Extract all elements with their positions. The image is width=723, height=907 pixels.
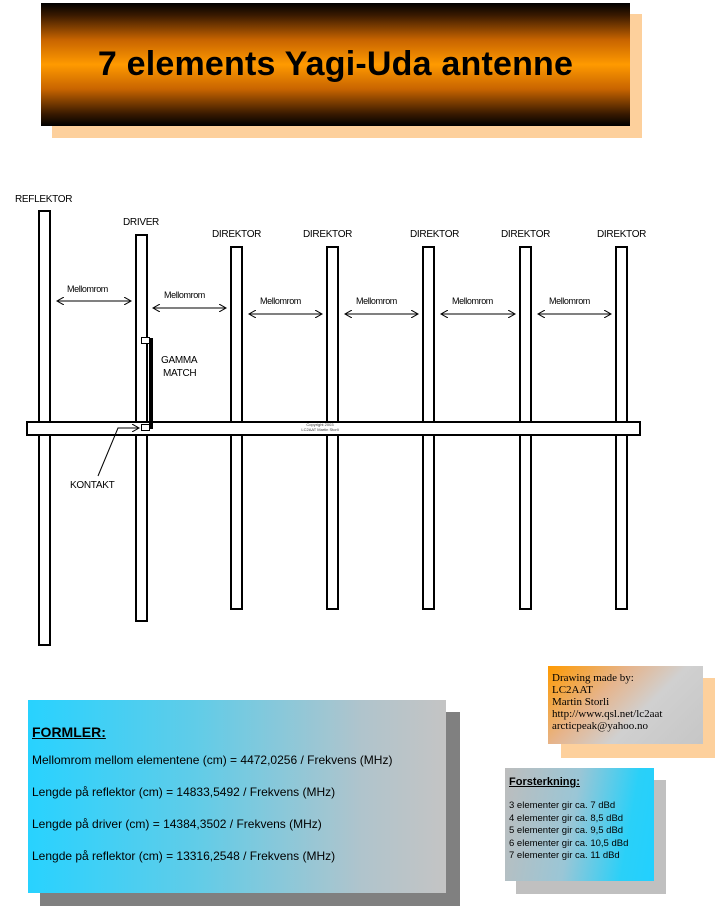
label-direktor-3: DIREKTOR (410, 229, 460, 240)
label-reflektor: REFLEKTOR (15, 194, 73, 205)
label-mellomrom-6: Mellomrom (549, 296, 590, 306)
credits-line-4: http://www.qsl.net/lc2aat (552, 708, 663, 720)
credits-line-1: Drawing made by: (552, 672, 634, 684)
arrow-kontakt (98, 428, 139, 476)
formula-line: Lengde på reflektor (cm) = 14833,5492 / Frekvens (MHz) (32, 785, 336, 799)
credits-box (548, 666, 703, 744)
label-mellomrom-1: Mellomrom (67, 284, 108, 294)
label-kontakt: KONTAKT (70, 480, 115, 491)
label-direktor-4: DIREKTOR (501, 229, 551, 240)
label-mellomrom-3: Mellomrom (260, 296, 301, 306)
page-title: 7 elements Yagi-Uda antenne (97, 45, 574, 83)
formulas-box (28, 700, 446, 893)
formula-line: Lengde på driver (cm) = 14384,3502 / Frekvens (MHz) (32, 817, 322, 831)
gain-line: 4 elementer gir ca. 8,5 dBd (509, 812, 624, 824)
gain-heading: Forsterkning: (509, 776, 580, 788)
copyright-line-1: Copyright 2003 (306, 422, 334, 427)
label-mellomrom-5: Mellomrom (452, 296, 493, 306)
gain-line: 7 elementer gir ca. 11 dBd (509, 850, 620, 861)
gain-box (505, 768, 654, 881)
formulas-heading: FORMLER: (32, 724, 106, 740)
gain-line: 3 elementer gir ca. 7 dBd (509, 800, 616, 811)
label-direktor-1: DIREKTOR (212, 229, 262, 240)
credits-line-3: Martin Storli (552, 696, 610, 708)
credits-line-5: arcticpeak@yahoo.no (552, 720, 648, 732)
label-match: MATCH (163, 368, 197, 379)
label-direktor-2: DIREKTOR (303, 229, 353, 240)
label-direktor-5: DIREKTOR (597, 229, 647, 240)
label-mellomrom-4: Mellomrom (356, 296, 397, 306)
copyright-line-2: LC2AAT Martin Storli (301, 427, 339, 432)
credits-line-2: LC2AAT (552, 684, 593, 696)
formula-line: Lengde på reflektor (cm) = 13316,2548 / Frekvens (MHz) (32, 849, 336, 863)
label-mellomrom-2: Mellomrom (164, 290, 205, 300)
label-gamma: GAMMA (161, 355, 198, 366)
gain-line: 5 elementer gir ca. 9,5 dBd (509, 825, 624, 836)
gain-line: 6 elementer gir ca. 10,5 dBd (509, 837, 629, 849)
label-driver: DRIVER (123, 217, 159, 228)
formula-line: Mellomrom mellom elementene (cm) = 4472,0256 / Frekvens (MHz) (32, 753, 393, 767)
